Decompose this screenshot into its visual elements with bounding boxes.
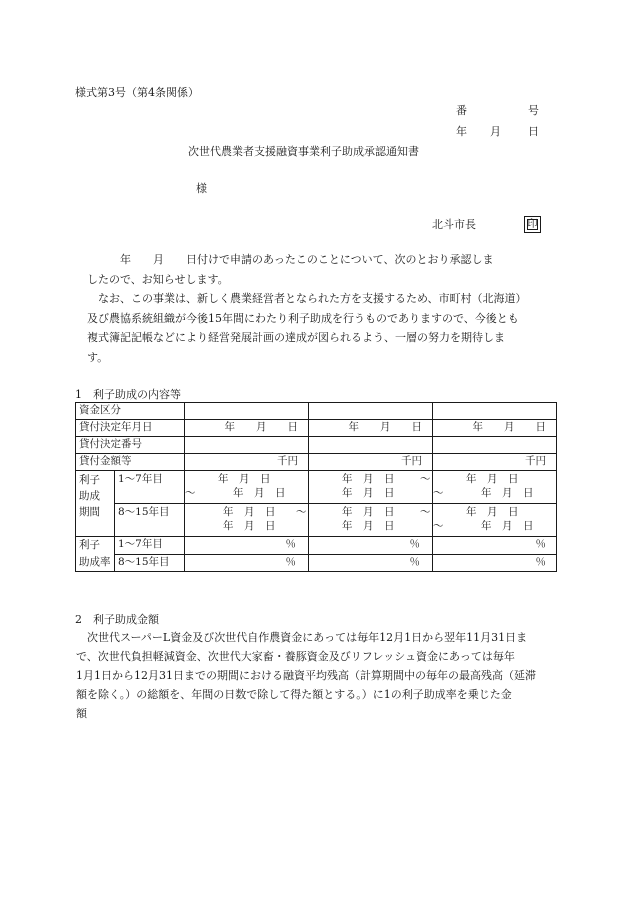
label-decision-no: 貸付決定番号 bbox=[76, 437, 185, 454]
date-year: 年 bbox=[456, 125, 467, 138]
period-1-7-col3: 年 月 日 〜 年 月 日 bbox=[433, 471, 557, 504]
decision-date-1: 年 月 日 bbox=[185, 420, 309, 437]
body-line: 複式簿記記帳などにより経営発展計画の達成が図られるよう、一層の努力を期待しま bbox=[87, 331, 505, 344]
table-row bbox=[76, 471, 557, 504]
label-period-line: 利子 bbox=[79, 474, 100, 486]
amount-unit-1: 千円 bbox=[185, 454, 309, 471]
date-day: 日 bbox=[528, 125, 539, 138]
table-row bbox=[76, 454, 557, 471]
body-line: 額を除く。）の総額を、年間の日数で除して得た額とする。）に1の利子助成率を乗じた金 bbox=[76, 688, 512, 701]
table-row bbox=[76, 437, 557, 454]
table-row bbox=[76, 403, 557, 420]
label-decision-date: 貸付決定年月日 bbox=[76, 420, 185, 437]
rate-8-15-col3: ％ bbox=[433, 554, 557, 572]
amount-unit-3: 千円 bbox=[433, 454, 557, 471]
decision-date-2: 年 月 日 bbox=[309, 420, 433, 437]
label-rate-line: 利子 bbox=[79, 539, 100, 551]
body-line: なお、この事業は、新しく農業経営者となられた方を支援するため、市町村（北海道） bbox=[87, 292, 527, 305]
body-line: 年 月 日付けで申請のあったこのことについて、次のとおり承認しま bbox=[76, 253, 494, 266]
label-amount: 貸付金額等 bbox=[76, 454, 185, 471]
rate-8-15-col1: ％ bbox=[185, 554, 309, 572]
label-period bbox=[76, 471, 115, 537]
section2-title: 2 利子助成金額 bbox=[75, 613, 159, 626]
recipient-suffix: 様 bbox=[196, 182, 207, 195]
rate-1-7-col1: ％ bbox=[185, 537, 309, 555]
doc-number-ban: 番 bbox=[456, 104, 467, 117]
label-period-line: 期間 bbox=[79, 506, 100, 518]
rate-1-7-col2: ％ bbox=[309, 537, 433, 555]
table-row bbox=[76, 554, 557, 572]
body-line: す。 bbox=[87, 350, 109, 364]
issuer-name: 北斗市長 bbox=[432, 218, 476, 231]
subsidy-table bbox=[75, 402, 557, 572]
label-rate-years-8-15: 8〜15年目 bbox=[115, 554, 185, 572]
date-month: 月 bbox=[490, 125, 501, 138]
body-line: 額 bbox=[76, 707, 87, 720]
period-8-15-col1: 年 月 日 〜 年 月 日 bbox=[185, 504, 309, 537]
label-period-line: 助成 bbox=[79, 490, 100, 502]
seal-char: 印 bbox=[527, 219, 538, 230]
section1-title: 1 利子助成の内容等 bbox=[75, 388, 181, 401]
label-rate-years-1-7: 1〜7年目 bbox=[115, 537, 185, 555]
label-fund: 資金区分 bbox=[76, 403, 185, 420]
seal-stamp bbox=[524, 216, 541, 233]
table-row bbox=[76, 537, 557, 555]
body-line: したので、お知らせします。 bbox=[87, 272, 229, 286]
decision-date-3: 年 月 日 bbox=[433, 420, 557, 437]
rate-1-7-col3: ％ bbox=[433, 537, 557, 555]
body-paragraph bbox=[76, 250, 527, 367]
label-rate-line: 助成率 bbox=[79, 556, 111, 568]
rate-8-15-col2: ％ bbox=[309, 554, 433, 572]
label-years-8-15: 8〜15年目 bbox=[115, 504, 185, 537]
period-8-15-col3: 年 月 日 〜 年 月 日 bbox=[433, 504, 557, 537]
amount-unit-2: 千円 bbox=[309, 454, 433, 471]
body-line: 1月1日から12月31日までの期間における融資平均残高（計算期間中の毎年の最高残高（延滞 bbox=[76, 669, 536, 682]
section2-paragraph bbox=[76, 628, 536, 723]
doc-title: 次世代農業者支援融資事業利子助成承認通知書 bbox=[188, 145, 419, 158]
period-1-7-col1: 年 月 日 〜 年 月 日 bbox=[185, 471, 309, 504]
doc-number-go: 号 bbox=[528, 104, 539, 117]
label-years-1-7: 1〜7年目 bbox=[115, 471, 185, 504]
body-line: で、次世代負担軽減資金、次世代大家畜・養豚資金及びリフレッシュ資金にあっては毎年 bbox=[76, 650, 515, 663]
period-1-7-col2: 年 月 日 〜 年 月 日 bbox=[309, 471, 433, 504]
body-line: 及び農協系統組織が今後15年間にわたり利子助成を行うものでありますので、今後とも bbox=[87, 311, 519, 325]
table-row bbox=[76, 504, 557, 537]
table-row bbox=[76, 420, 557, 437]
period-8-15-col2: 年 月 日 〜 年 月 日 bbox=[309, 504, 433, 537]
body-line: 次世代スーパーL資金及び次世代自作農資金にあっては毎年12月1日から翌年11月31日ま bbox=[76, 631, 528, 644]
label-rate bbox=[76, 537, 115, 572]
form-number: 様式第3号（第4条関係） bbox=[75, 86, 199, 99]
